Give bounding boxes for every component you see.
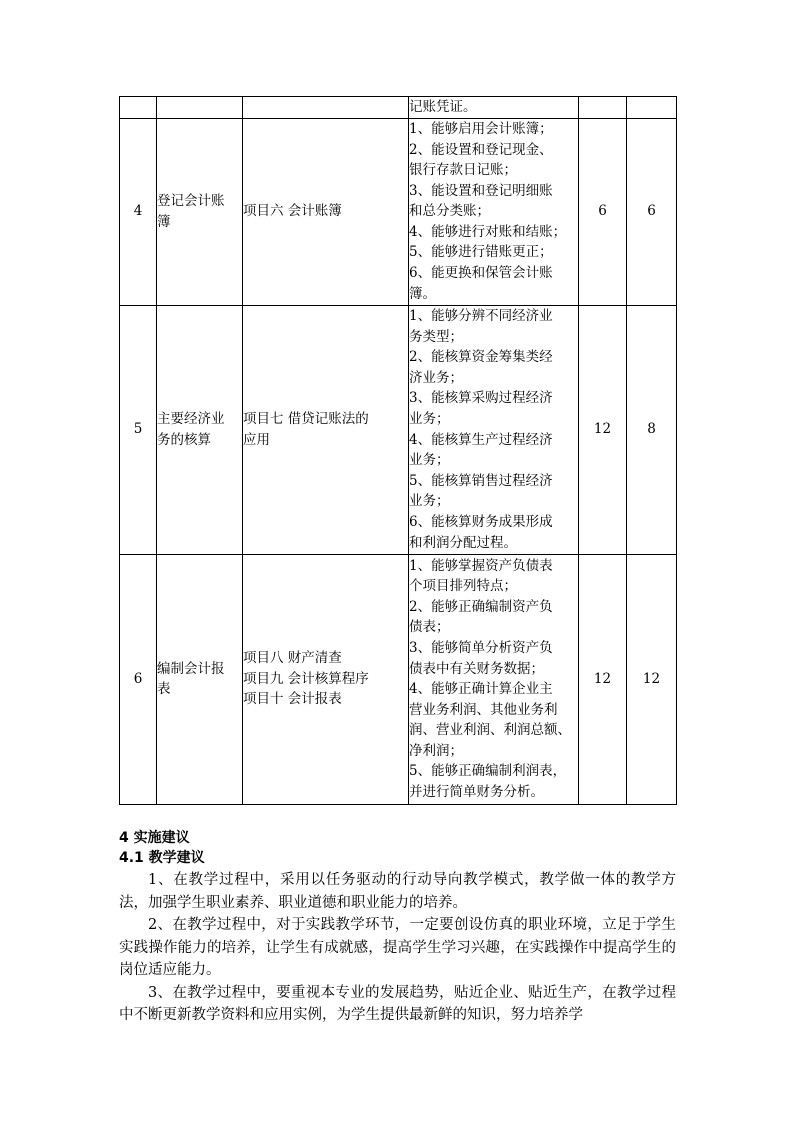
ability-line: 润、营业利润、利润总额、 xyxy=(409,722,571,739)
module-cell xyxy=(157,305,243,554)
ability-cell xyxy=(409,305,579,554)
project-line: 项目六 会计账簿 xyxy=(243,203,342,220)
paragraph: 1、在教学过程中，采用以任务驱动的行动导向教学模式，教学做一体的教学方法，加强学生职业素养、职业道德和职业能力的培养。 xyxy=(119,872,676,911)
module-line: 主要经济业 xyxy=(157,411,225,427)
table-row xyxy=(120,305,677,554)
module-line: 表 xyxy=(157,681,171,698)
hours-b-cell xyxy=(627,97,677,119)
module-line: 务的核算 xyxy=(157,431,211,448)
ability-line: 5、能核算销售过程经济 xyxy=(409,472,553,489)
hours-a-cell: 12 xyxy=(579,305,627,554)
project-line: 项目七 借贷记账法的 xyxy=(243,411,369,427)
project-cell xyxy=(243,305,409,554)
ability-line: 4、能够进行对账和结账； xyxy=(409,223,567,240)
row-num-cell: 6 xyxy=(120,554,157,804)
ability-line: 业务； xyxy=(409,493,450,510)
module-cell xyxy=(157,97,243,119)
module-cell xyxy=(157,118,243,305)
ability-line: 和利润分配过程。 xyxy=(409,534,517,551)
ability-line: 1、能够分辨不同经济业 xyxy=(409,308,553,325)
hours-a-cell: 12 xyxy=(579,554,627,804)
project-cell xyxy=(243,97,409,119)
module-line: 簿 xyxy=(157,213,171,230)
ability-line: 3、能设置和登记明细账 xyxy=(409,182,553,199)
section-heading: 4 实施建议 xyxy=(119,830,190,846)
hours-a-cell: 6 xyxy=(579,118,627,305)
ability-line: 个项目排列特点； xyxy=(409,578,517,595)
ability-line: 营业务利润、其他业务利 xyxy=(409,701,558,718)
project-line: 项目十 会计报表 xyxy=(243,691,342,708)
ability-line: 1、能够启用会计账簿； xyxy=(409,120,553,137)
paragraph: 3、在教学过程中，要重视本专业的发展趋势，贴近企业、贴近生产，在教学过程中不断更新教学资料和应用实例，为学生提供最新鲜的知识，努力培养学 xyxy=(119,984,676,1023)
ability-line: 3、能核算采购过程经济 xyxy=(409,390,553,407)
ability-line: 净利润； xyxy=(409,742,463,759)
hours-b-cell: 6 xyxy=(627,118,677,305)
subsection-heading: 4.1 教学建议 xyxy=(119,850,205,866)
project-line: 应用 xyxy=(243,431,270,448)
hours-a-cell xyxy=(579,97,627,119)
ability-line: 5、能够进行错账更正； xyxy=(409,244,553,261)
hours-b-cell: 12 xyxy=(627,554,677,804)
paragraph: 2、在教学过程中，对于实践教学环节，一定要创设仿真的职业环境，立足于学生实践操作能力的培养，让学生有成就感，提高学生学习兴趣，在实践操作中提高学生的岗位适应能力。 xyxy=(119,917,676,978)
table-row xyxy=(120,118,677,305)
ability-line: 记账凭证。 xyxy=(409,99,477,115)
ability-line: 2、能设置和登记现金、 xyxy=(409,141,553,158)
ability-line: 和总分类账； xyxy=(409,203,490,220)
ability-line: 业务； xyxy=(409,452,450,469)
project-line: 项目八 财产清查 xyxy=(243,650,342,667)
module-line: 登记会计账 xyxy=(157,193,225,209)
row-num-cell xyxy=(120,97,157,119)
ability-line: 1、能够掌握资产负债表 xyxy=(409,557,553,574)
ability-line: 6、能核算财务成果形成 xyxy=(409,513,553,530)
ability-line: 债表； xyxy=(409,619,450,636)
ability-line: 5、能够正确编制利润表， xyxy=(409,763,567,780)
table-row xyxy=(120,554,677,804)
module-line: 编制会计报 xyxy=(157,660,225,677)
ability-line: 2、能核算资金筹集类经 xyxy=(409,349,553,366)
curriculum-table xyxy=(119,96,677,805)
body-text xyxy=(119,869,676,1027)
ability-line: 业务； xyxy=(409,411,450,427)
ability-line: 6、能更换和保管会计账 xyxy=(409,265,553,282)
row-num-cell: 5 xyxy=(120,305,157,554)
ability-line: 2、能够正确编制资产负 xyxy=(409,598,553,615)
ability-cell xyxy=(409,118,579,305)
hours-b-cell: 8 xyxy=(627,305,677,554)
table-row-continued xyxy=(120,97,677,119)
project-cell xyxy=(243,118,409,305)
ability-cell xyxy=(409,97,579,119)
ability-line: 4、能核算生产过程经济 xyxy=(409,431,553,448)
ability-line: 银行存款日记账； xyxy=(409,162,517,179)
ability-line: 济业务； xyxy=(409,369,463,386)
ability-line: 4、能够正确计算企业主 xyxy=(409,681,553,698)
project-cell xyxy=(243,554,409,804)
module-cell xyxy=(157,554,243,804)
ability-line: 务类型； xyxy=(409,328,463,345)
ability-line: 3、能够简单分析资产负 xyxy=(409,639,553,656)
project-line: 项目九 会计核算程序 xyxy=(243,670,369,687)
ability-cell xyxy=(409,554,579,804)
row-num-cell: 4 xyxy=(120,118,157,305)
ability-line: 簿。 xyxy=(409,285,436,302)
ability-line: 债表中有关财务数据； xyxy=(409,660,544,677)
ability-line: 并进行简单财务分析。 xyxy=(409,784,544,801)
